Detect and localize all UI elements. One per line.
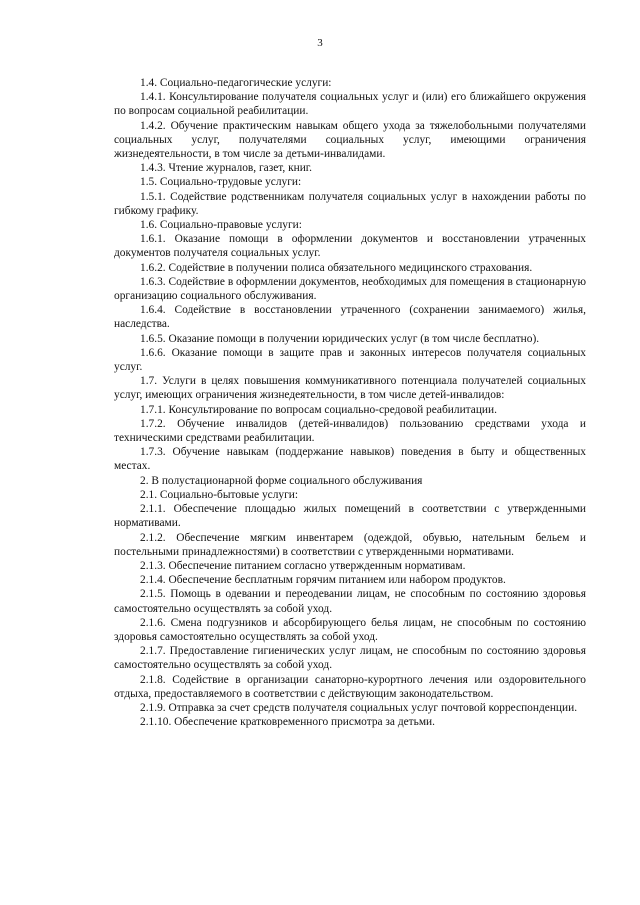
- list-item: 2.1.10. Обеспечение кратковременного присмотра за детьми.: [140, 716, 436, 729]
- list-item: 1.7.1. Консультирование по вопросам социально-средовой реабилитации.: [140, 403, 497, 416]
- list-item: 1.6.5. Оказание помощи в получении юридических услуг (в том числе бесплатно).: [140, 332, 540, 345]
- list-item: 1.7.2. Обучение инвалидов (детей-инвалидов) пользованию средствами ухода и техническими средствами реабилитации.: [114, 417, 586, 445]
- list-item: 1.6.6. Оказание помощи в защите прав и законных интересов получателя социальных услуг.: [114, 346, 586, 374]
- page-number: 3: [317, 37, 323, 49]
- section-heading: 1.6. Социально-правовые услуги:: [140, 219, 302, 232]
- section-heading: 1.5. Социально-трудовые услуги:: [140, 176, 302, 189]
- list-item: 2.1.5. Помощь в одевании и переодевании лицам, не способным по состоянию здоровья самостоятельно осуществлять за собой уход.: [114, 588, 586, 615]
- list-item: 1.5.1. Содействие родственникам получателя социальных услуг в нахождении работы по гибкому графику.: [114, 190, 586, 217]
- list-item: 2.1.2. Обеспечение мягким инвентарем (одеждой, обувью, нательным бельем и постельными принадлежностями) в соответствии с утвержденными нормативами.: [114, 531, 586, 558]
- list-item: 1.6.1. Оказание помощи в оформлении документов и восстановлении утраченных документов получателя социальных услуг.: [114, 233, 586, 260]
- list-item: 2.1.9. Отправка за счет средств получателя социальных услуг почтовой корреспонденции.: [140, 701, 578, 714]
- section-heading: 1.7. Услуги в целях повышения коммуникативного потенциала получателей социальных услуг, имеющих ограничения жизнедеятельности, в том числе детей-инвалидов:: [114, 375, 586, 402]
- section-heading: 1.4. Социально-педагогические услуги:: [140, 77, 332, 89]
- section-heading: 2.1. Социально-бытовые услуги:: [140, 488, 299, 501]
- list-item: 2.1.8. Содействие в организации санаторно-курортного лечения или оздоровительного отдыха, предоставляемого в соответствии с действующим законодательством.: [114, 673, 586, 700]
- list-item: 2.1.4. Обеспечение бесплатным горячим питанием или набором продуктов.: [140, 574, 506, 587]
- list-item: 1.4.3. Чтение журналов, газет, книг.: [140, 162, 313, 175]
- list-item: 1.6.4. Содействие в восстановлении утраченного (сохранении занимаемого) жилья, наследства.: [114, 304, 586, 331]
- list-item: 2.1.6. Смена подгузников и абсорбирующего белья лицам, не способным по состоянию здоровья самостоятельно осуществлять за собой уход.: [114, 616, 586, 643]
- list-item: 1.7.3. Обучение навыкам (поддержание навыков) поведения в быту и общественных местах.: [114, 446, 586, 473]
- list-item: 2.1.1. Обеспечение площадью жилых помещений в соответствии с утвержденными нормативами.: [114, 503, 586, 530]
- document-body: [114, 76, 586, 729]
- list-item: 1.6.3. Содействие в оформлении документов, необходимых для помещения в стационарную организацию социального обслуживания.: [114, 275, 586, 303]
- list-item: 2.1.3. Обеспечение питанием согласно утвержденным нормативам.: [140, 559, 466, 572]
- list-item: 1.4.2. Обучение практическим навыкам общего ухода за тяжелобольными получателями социальных услуг, получателями социальных услуг, имеющими ограничения жизнедеятельности, в том числе за детьми-инвалидами.: [114, 119, 586, 161]
- section-heading: 2. В полустационарной форме социального обслуживания: [140, 474, 423, 487]
- list-item: 1.6.2. Содействие в получении полиса обязательного медицинского страхования.: [140, 261, 533, 274]
- list-item: 1.4.1. Консультирование получателя социальных услуг и (или) его ближайшего окружения по вопросам социальной реабилитации.: [114, 91, 586, 118]
- list-item: 2.1.7. Предоставление гигиенических услуг лицам, не способным по состоянию здоровья самостоятельно осуществлять за собой уход.: [114, 645, 586, 672]
